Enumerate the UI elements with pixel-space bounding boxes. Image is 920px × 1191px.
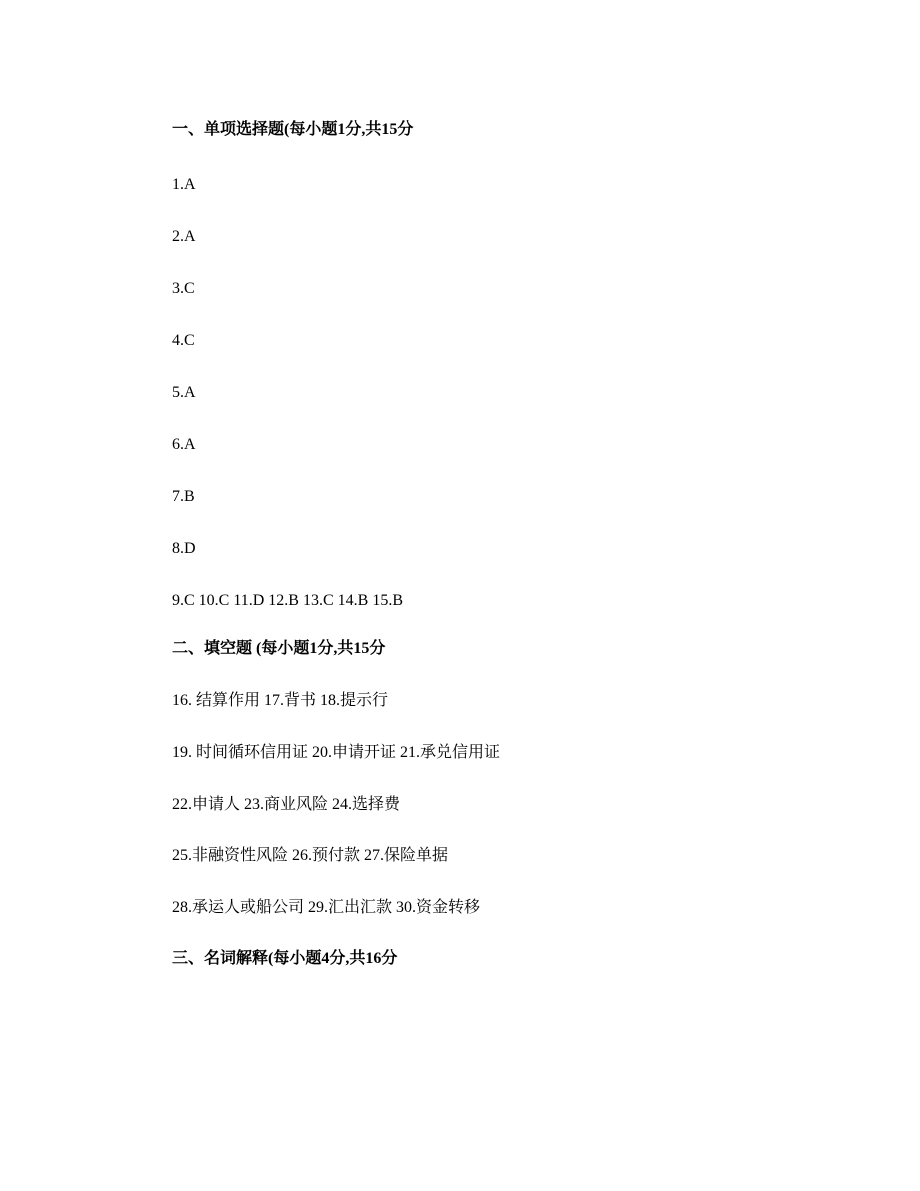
section2-heading: 二、填空题 (每小题1分,共15分 [172,640,386,657]
answer-line-6: 6.A [172,436,196,453]
section3-heading: 三、名词解释(每小题4分,共16分 [172,950,398,967]
fill-blank-line-2: 19. 时间循环信用证 20.申请开证 21.承兑信用证 [172,744,501,761]
answer-line-3: 3.C [172,280,195,297]
answer-line-combined: 9.C 10.C 11.D 12.B 13.C 14.B 15.B [172,592,403,609]
answer-line-8: 8.D [172,540,196,557]
answer-line-2: 2.A [172,228,196,245]
fill-blank-line-3: 22.申请人 23.商业风险 24.选择费 [172,796,401,813]
section1-heading: 一、单项选择题(每小题1分,共15分 [172,121,414,138]
answer-line-4: 4.C [172,332,195,349]
answer-line-7: 7.B [172,488,195,505]
fill-blank-line-1: 16. 结算作用 17.背书 18.提示行 [172,692,389,709]
fill-blank-line-5: 28.承运人或船公司 29.汇出汇款 30.资金转移 [172,899,481,916]
answer-line-5: 5.A [172,384,196,401]
answer-line-1: 1.A [172,176,196,193]
fill-blank-line-4: 25.非融资性风险 26.预付款 27.保险单据 [172,847,449,864]
